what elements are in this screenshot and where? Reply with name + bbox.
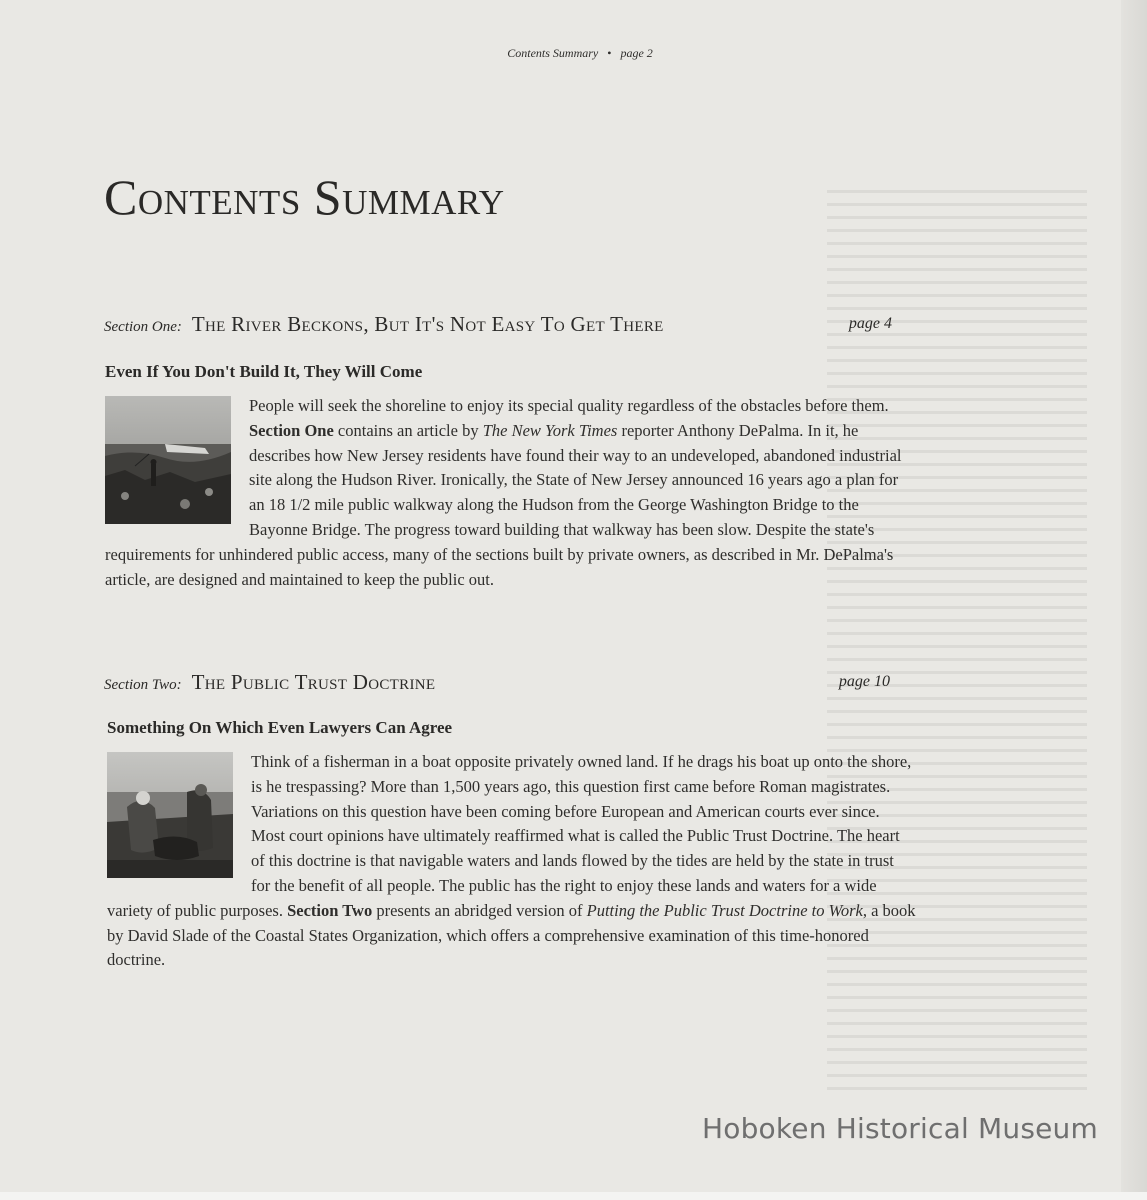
book-title: Putting the Public Trust Doctrine to Work bbox=[586, 900, 863, 920]
section-reference: Section One bbox=[249, 420, 334, 440]
section-one-title: The River Beckons, But It's Not Easy To Get There bbox=[191, 312, 664, 336]
section-two-subhead: Something On Which Even Lawyers Can Agree bbox=[107, 718, 453, 737]
publication-title: The New York Times bbox=[482, 420, 618, 440]
running-head-title: Contents Summary bbox=[507, 46, 599, 60]
body-text: contains an article by bbox=[333, 420, 483, 440]
section-reference: Section Two bbox=[287, 900, 373, 920]
shoreline-photo bbox=[105, 396, 231, 524]
section-two-page: page 10 bbox=[838, 673, 890, 690]
bottom-edge bbox=[0, 1192, 1147, 1200]
running-head bbox=[0, 46, 1147, 61]
section-two-title: The Public Trust Doctrine bbox=[191, 670, 436, 694]
page-title: Contents Summary bbox=[104, 169, 505, 225]
running-head-separator: • bbox=[607, 46, 612, 60]
section-one-body bbox=[105, 394, 915, 592]
body-text: People will seek the shoreline to enjoy its special quality regardless of the obstacles before them. bbox=[249, 396, 889, 415]
section-two-label: Section Two: bbox=[104, 677, 182, 693]
running-head-page: page 2 bbox=[620, 46, 653, 60]
body-text: Think of a fisherman in a boat opposite privately owned land. If he drags his boat up onto the shore, is he trespassing? More than 1,500 years ago, this question first came before Roman magistrates. Variations on this question have been coming before European and American courts ever since. Most court opinions have ultimately reaffirmed what is called the Public Trust Doctrine. The heart of this doctrine is that navigable waters and lands flowed by the tides are held by the state in trust for the benefit of all people. The public has the right to enjoy these lands and waters for a wide variety of public purposes. bbox=[107, 752, 912, 920]
section-one-heading bbox=[104, 312, 892, 337]
body-text: reporter Anthony DePalma. In it, he describes how New Jersey residents have found their way to an undeveloped, abandoned industrial site along the Hudson River. Ironically, the State of New Jersey announced 16 years ago a plan for an 18 1/2 mile public walkway along the Hudson from the George Washington Bridge to the Bayonne Bridge. The progress toward building that walkway has been slow. Despite the state's requirements for unhindered public access, many of the sections built by private owners, as described in Mr. DePalma's article, are designed and maintained to keep the public out. bbox=[105, 420, 902, 589]
body-text: presents an abridged version of bbox=[372, 900, 587, 920]
museum-watermark: Hoboken Historical Museum bbox=[702, 1112, 1098, 1145]
page-edge bbox=[1121, 0, 1147, 1200]
body-text: , a book by David Slade of the Coastal States Organization, which offers a comprehensive examination of this time-honored doctrine. bbox=[107, 900, 916, 970]
section-two-body bbox=[107, 750, 917, 973]
section-one-page: page 4 bbox=[848, 315, 892, 332]
section-one-label: Section One: bbox=[104, 319, 182, 335]
section-two-heading bbox=[104, 670, 892, 695]
section-one-subhead: Even If You Don't Build It, They Will Come bbox=[105, 362, 423, 381]
fishermen-photo bbox=[107, 752, 233, 878]
